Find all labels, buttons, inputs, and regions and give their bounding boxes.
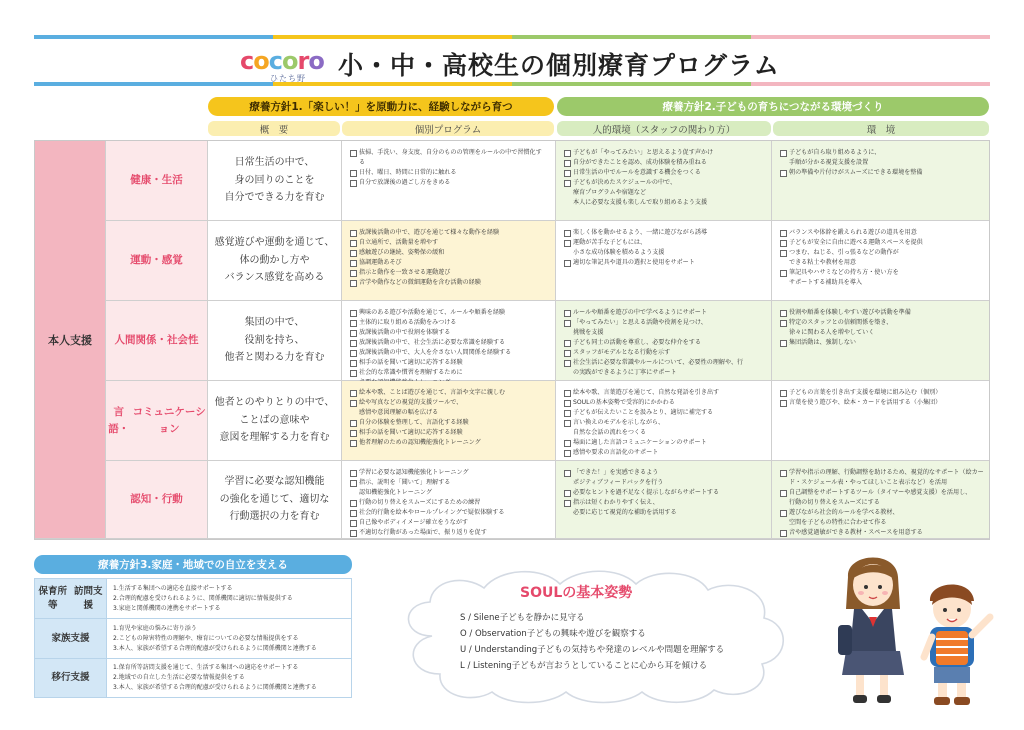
summary-line: バランス感覚を高める <box>224 272 325 284</box>
row-environment <box>772 141 989 221</box>
list-item: 本人に必要な支援も楽しんで取り組めるよう支援 <box>573 199 708 206</box>
row-summary <box>208 461 342 539</box>
soul-line-l: L / Listening子どもが言おうとしていることに心から耳を傾ける <box>460 661 708 671</box>
summary-line: 役割を持ち、 <box>244 334 305 346</box>
policy3-label-line: 家族支援 <box>51 632 90 644</box>
list-item: 楽しく体を動かせるよう、一緒に遊びながら誘導 <box>564 228 765 238</box>
row-human-env <box>556 221 772 301</box>
row-program <box>342 221 556 301</box>
row-summary <box>208 221 342 301</box>
human-list <box>564 468 765 518</box>
header-bottom-stripe <box>34 82 990 86</box>
list-item: できる粘土や教材を用意 <box>789 259 857 266</box>
list-item: 子どもが決めたスケジュールの中で、 <box>564 178 765 188</box>
policy3-label-line: 保育所等 <box>38 585 67 611</box>
column-header-env: 環 境 <box>773 121 989 136</box>
row-category <box>106 461 208 539</box>
human-list <box>564 388 765 458</box>
policy3-line: 2.こどもの障害特性の理解や、療育についての必要な情報提供をする <box>113 634 299 642</box>
logo-letter: o <box>253 47 269 75</box>
policy3-line: 1.生活する集団への適応を直接サポートする <box>113 584 233 592</box>
row-category-label: コミュニケーション <box>132 405 206 435</box>
list-item: 子ども同士の活動を尊重し、必要な仲介をする <box>564 338 765 348</box>
list-item: 自分で放課後の過ごし方をきめる <box>350 178 549 188</box>
row-category <box>106 221 208 301</box>
list-item: 感触遊びの継続、姿勢保の緩和 <box>350 248 549 258</box>
row-program <box>342 461 556 539</box>
list-item: 放課後活動の中で、社会生活に必要な常識を経験する <box>350 338 549 348</box>
policy3-line: 1.保育所等訪問支援を通じて、生活する集団への適応をサポートする <box>113 664 299 671</box>
list-item: 他者理解のための認知機能強化トレーニング <box>350 438 549 448</box>
policy3-label-line: 移行支援 <box>51 672 90 684</box>
list-item: 感情や意図理解の幅を広げる <box>359 409 439 416</box>
summary-line: 感覚遊びや運動を通じて、 <box>214 237 335 249</box>
summary-line: 身の回りのことを <box>234 174 315 186</box>
list-item: 指示、説明を「聞いて」理解する <box>350 478 549 488</box>
list-item: 放課後活動の中で役割を体験する <box>350 328 549 338</box>
girl-figure <box>838 557 904 703</box>
row-human-env <box>556 301 772 381</box>
list-item: バランスや体幹を鍛えられる遊びの道具を用意 <box>780 228 983 238</box>
support-grid <box>34 140 990 540</box>
summary-line: 他者と関わる力を育む <box>224 352 325 364</box>
summary-line: 体の動かし方や <box>239 254 310 266</box>
list-item: 挑戦を支援 <box>573 329 604 336</box>
list-item: 場面に適した言語コミュニケーションのサポート <box>564 438 765 448</box>
list-item: 日付、曜日、時間に日常的に触れる <box>350 168 549 178</box>
policy3-row-text <box>107 619 351 658</box>
policy3-row-label <box>35 659 107 697</box>
top-stripe <box>34 35 990 39</box>
row-category <box>106 381 208 461</box>
list-item: 社会的な常識や慣習を理解するために <box>350 368 549 378</box>
logo-word <box>240 48 330 74</box>
policy3-row <box>35 579 351 619</box>
list-item: 絵本や歌、言葉遊びを通じて、自然な発語を引き出す <box>564 388 765 398</box>
list-item: 認知機能強化トレーニング <box>359 489 433 496</box>
env-list <box>780 148 983 178</box>
program-list <box>350 308 549 388</box>
list-item: 役割や順番を体験しやすい遊びや活動を準備 <box>780 308 983 318</box>
list-item: 子どもの言葉を引き出す支援を環境に組み込む（個別） <box>780 388 983 398</box>
row-human-env <box>556 141 772 221</box>
list-item: る <box>359 159 366 166</box>
soul-line-s: S / Silene子どもを静かに見守る <box>460 613 585 623</box>
list-item: の実践ができるように丁寧にサポート <box>573 369 677 376</box>
list-item: 子どもが自ら取り組めるように、 <box>780 148 983 158</box>
row-category-label: 認知・行動 <box>130 493 183 506</box>
summary-line: の強化を通じて、適切な <box>219 493 330 505</box>
human-list <box>564 308 765 378</box>
logo-letter: r <box>297 47 309 75</box>
env-list <box>780 468 983 538</box>
list-item: 社会的行動を絵本やロールプレイングで疑似体験する <box>350 508 549 518</box>
list-item: 遊びながら社会的ルールを学べる教材、 <box>780 508 983 518</box>
logo-subtitle: ひたち野 <box>270 74 306 83</box>
row-program <box>342 141 556 221</box>
row-human-env <box>556 381 772 461</box>
list-item: 自分の体験を整理して、言語化する経験 <box>350 418 549 428</box>
policy3-label-line: 訪問支援 <box>73 585 103 611</box>
column-header-human: 人的環境（スタッフの関わり方） <box>557 121 771 136</box>
list-item: 日常生活の中でルールを意識する機会をつくる <box>564 168 765 178</box>
list-item: 特定のスタッフとの信頼関係を築き、 <box>780 318 983 328</box>
list-item: 運動が苦手な子どもには、 <box>564 238 765 248</box>
list-item: ルールや順番を遊びの中で学べるようにサポート <box>564 308 765 318</box>
list-item: 空間を子どもの特性に合わせて作る <box>789 519 887 526</box>
boy-figure <box>924 584 990 705</box>
policy3-table <box>34 578 352 698</box>
list-item: 不適切な行動があった場面で、振り返りを促す <box>350 528 549 538</box>
list-item: 学習や指示の理解、行動調整を助けるため、視覚的なサポート（絵カー <box>780 468 983 478</box>
list-item: 言葉を使う遊びや、絵本・カードを活用する（小集団） <box>780 398 983 408</box>
program-list <box>350 228 549 288</box>
cocoro-logo <box>240 48 330 82</box>
env-list <box>780 228 983 288</box>
list-item: ポジティブフィードバックを行う <box>573 479 664 486</box>
list-item: 「できた！」を実感できるよう <box>564 468 765 478</box>
policy3-row-label <box>35 579 107 618</box>
policy1-header: 療養方針1.「楽しい！」を原動力に、経験しながら育つ <box>208 97 554 116</box>
list-item: 指示は短くわかりやすく伝え、 <box>564 498 765 508</box>
policy3-row-text <box>107 659 351 697</box>
row-summary <box>208 141 342 221</box>
list-item: 行動の切り替えをスムーズにする <box>789 499 880 506</box>
program-list <box>350 148 549 188</box>
row-category-label: 健康・生活 <box>130 174 183 187</box>
row-summary <box>208 381 342 461</box>
row-summary <box>208 301 342 381</box>
list-item: 自然な会話の流れをつくる <box>573 429 647 436</box>
env-list <box>780 308 983 348</box>
row-category <box>106 141 208 221</box>
row-program <box>342 381 556 461</box>
list-item: 自立通所で、活動量を増やす <box>350 238 549 248</box>
list-item: 社会生活に必要な常識やルールについて、必要性の理解や、行 <box>564 358 765 368</box>
row-category-label: 人間関係・社会性 <box>114 334 199 347</box>
list-item: 集団活動は、強制しない <box>780 338 983 348</box>
policy2-header: 療養方針2.子どもの育ちにつながる環境づくり <box>557 97 989 116</box>
summary-line: 他者とのやりとりの中で、 <box>214 397 335 409</box>
logo-letter: c <box>240 47 254 75</box>
policy3-line: 3.本人、家族が希望する合理的配慮が受けられるように関係機関と連携する <box>113 644 317 652</box>
list-item: 音学や動作などの微細運動を含む活動の経験 <box>350 278 549 288</box>
list-item: 絵や写真などの視覚的支援ツールで、 <box>350 398 549 408</box>
list-item: 子どもが伝えたいことを汲みとり、適切に補完する <box>564 408 765 418</box>
list-item: 小さな成功体験を積めるよう支援 <box>573 249 665 256</box>
list-item: ド・スケジュール表・やってほしいこと表示など）を活用 <box>789 479 948 486</box>
list-item: サポートする補助具を導入 <box>789 279 862 286</box>
list-item: 抜掃、手洗い、身支度、自分のものの管理をルールの中で習慣化す <box>350 148 549 158</box>
list-item: 「やってみたい」と思える活動や役割を見つけ、 <box>564 318 765 328</box>
row-environment <box>772 381 989 461</box>
list-item: 手順が分かる視覚支援を設置 <box>789 159 869 166</box>
logo-letter: o <box>308 47 324 75</box>
list-item: 自分ができたことを認め、成功体験を積み重ねる <box>564 158 765 168</box>
row-category <box>106 301 208 381</box>
list-item: 協調運動あそび <box>350 258 549 268</box>
column-header-gaiyo: 概 要 <box>208 121 340 136</box>
list-item: 相手の話を聞いて適切に応答する経験 <box>350 428 549 438</box>
logo-letter: c <box>268 47 282 75</box>
list-item: 療育プログラムや宿題など <box>573 189 647 196</box>
program-list <box>350 388 549 448</box>
summary-line: 日常生活の中で、 <box>234 157 315 169</box>
summary-line: 学習に必要な認知機能 <box>224 476 325 488</box>
logo-letter: o <box>281 47 298 75</box>
policy3-line: 2.合理的配慮を受けられるように、関係機関に適切に情報提供する <box>113 594 293 602</box>
list-item: 言い換えのモデルを示しながら、 <box>564 418 765 428</box>
summary-line: ことばの意味や <box>239 414 310 426</box>
soul-line-u: U / Understanding子どもの気持ちや発達のレベルや問題を理解する <box>460 645 725 655</box>
list-item: 子どもが「やってみたい」と思えるよう促す声かけ <box>564 148 765 158</box>
policy3-row <box>35 659 351 697</box>
list-item: 音や感覚過敏ができる教材・スペースを用意する <box>780 528 983 538</box>
summary-line: 集団の中で、 <box>244 317 305 329</box>
list-item: スタッフがモデルとなる行動を示す <box>564 348 765 358</box>
human-list <box>564 228 765 268</box>
list-item: 自己調整をサポートするツール（タイマーや感覚支援）を活用し、 <box>780 488 983 498</box>
list-item: 適切な筆記具や道具の選択と使用をサポート <box>564 258 765 268</box>
policy3-line: 1.育児や家庭の悩みに寄り添う <box>113 624 197 632</box>
list-item: 学習に必要な認知機能強化トレーニング <box>350 468 549 478</box>
human-list <box>564 148 765 208</box>
list-item: つまむ、ねじる、引っ張るなどの動作が <box>780 248 983 258</box>
summary-line: 意図を理解する力を育む <box>219 432 330 444</box>
children-illustration <box>826 547 998 713</box>
row-environment <box>772 301 989 381</box>
list-item: 感情や要求の言語化のサポート <box>564 448 765 458</box>
list-item: 放課後活動の中で、大人を介さない人間関係を経験する <box>350 348 549 358</box>
list-item: SOULの基本姿勢で受容的にかかわる <box>564 398 765 408</box>
row-environment <box>772 461 989 539</box>
policy3-row-label <box>35 619 107 658</box>
env-list <box>780 388 983 408</box>
column-header-program: 個別プログラム <box>342 121 554 136</box>
list-item: 興味のある遊びや活動を通じて、ルールや順番を経験 <box>350 308 549 318</box>
list-item: 筆記具やハサミなどの持ち方・使い方を <box>780 268 983 278</box>
list-item: 放課後活動の中で、遊びを通じて様々な動作を経験 <box>350 228 549 238</box>
list-item: 指示と動作を一致させる運動遊び <box>350 268 549 278</box>
soul-line-o: O / Observation子どもの興味や遊びを観察する <box>460 629 646 639</box>
main-category: 本人支援 <box>35 141 106 539</box>
policy3-row <box>35 619 351 659</box>
program-list <box>350 468 549 538</box>
list-item: 相手の話を聞いて適切に応答する経験 <box>350 358 549 368</box>
list-item: 自己像やボディイメージ確立をうながす <box>350 518 549 528</box>
list-item: 主体的に取り組める活動をみつける <box>350 318 549 328</box>
list-item: 絵本や歌、ことば遊びを通じて、言語や文字に親しむ <box>350 388 549 398</box>
page-title: 小・中・高校生の個別療育プログラム <box>338 51 780 80</box>
row-category-label: 言語・ <box>108 405 130 435</box>
list-item: 徐々に関わる人を増やしていく <box>789 329 875 336</box>
list-item: 朝の準備や片付けがスムーズにできる環境を整備 <box>780 168 983 178</box>
summary-line: 行動選択の力を育む <box>229 511 320 523</box>
row-program <box>342 301 556 381</box>
list-item: 子どもが安全に自由に遊べる運動スペースを提供 <box>780 238 983 248</box>
policy3-line: 3.本人、家族が希望する合理的配慮が受けられるように関係機関と連携する <box>113 684 317 691</box>
list-item: 必要なヒントを過不足なく提示しながらサポートする <box>564 488 765 498</box>
summary-line: 自分でできる力を育む <box>224 192 325 204</box>
policy3-line: 2.地域での自立した生活に必要な情報提供をする <box>113 674 245 681</box>
policy3-header: 療養方針3.家庭・地域での自立を支える <box>34 555 352 574</box>
row-environment <box>772 221 989 301</box>
list-item: 必要に応じて視覚的な補助を活用する <box>573 509 677 516</box>
soul-title: SOULの基本姿勢 <box>520 585 633 601</box>
policy3-row-text <box>107 579 351 618</box>
policy3-line: 3.家庭と関係機関の連携をサポートする <box>113 604 221 612</box>
list-item: 行動の切り替えをスムーズにするための練習 <box>350 498 549 508</box>
row-human-env <box>556 461 772 539</box>
row-category-label: 運動・感覚 <box>130 254 183 267</box>
